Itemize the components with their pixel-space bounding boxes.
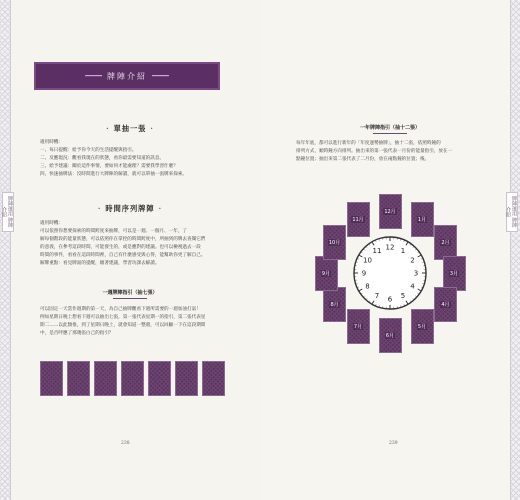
- section1-line: 三、給予建議：關於這件事情，要如何才能處理？需要我學習什麼？: [40, 164, 178, 169]
- clock-number: 7: [374, 292, 380, 301]
- month-card: [323, 287, 346, 322]
- right-page: [260, 0, 520, 500]
- month-card-label: 11月: [352, 216, 364, 223]
- month-card: [315, 256, 338, 291]
- clock-number: 3: [413, 269, 419, 278]
- banner-dash-right: ━━━━: [152, 72, 169, 80]
- month-card: [323, 225, 346, 260]
- left-page-edge-pattern: [0, 0, 11, 500]
- page-number-left: 238: [121, 441, 130, 446]
- section1-line: 二、反應現況：觀看我現在的狀態，看你最需要知道的訊息。: [40, 156, 165, 161]
- month-card: [411, 202, 434, 237]
- clock-number: 5: [400, 292, 406, 301]
- clock-face: [260, 0, 520, 500]
- clock-number: 6: [387, 295, 393, 304]
- month-card-label: 5月: [417, 324, 427, 331]
- month-card-label: 2月: [441, 239, 450, 246]
- month-card: [379, 194, 402, 229]
- month-card: [379, 318, 402, 353]
- tarot-card: [175, 361, 198, 396]
- section-time-series-title: · 時間序列牌陣 ·: [97, 204, 163, 213]
- section-single-draw-title: · 單抽一張 ·: [106, 124, 154, 133]
- month-card-label: 3月: [449, 270, 459, 277]
- yearly-spread-subtitle: 一年牌陣指引（抽十二張）: [300, 124, 480, 134]
- section1-body: [40, 139, 230, 179]
- yearly-line: 點鐘位置；抽出來第二張代表了二月份，放在兩點鐘的位置；後。: [296, 157, 430, 162]
- clock-number: 1: [400, 246, 406, 255]
- month-card: [434, 287, 457, 322]
- month-card-label: 9月: [321, 270, 331, 277]
- tarot-card: [121, 361, 144, 396]
- section2-line: 適用時機：: [40, 221, 63, 226]
- month-card-label: 12月: [384, 208, 396, 215]
- month-card-label: 4月: [441, 301, 450, 308]
- month-card: [434, 225, 457, 260]
- tarot-card: [40, 361, 63, 396]
- weekly-line: 例如星期日晚上想看下週可以抽出七張，第一張代表星期一的指引，第二張代表星: [40, 315, 206, 320]
- section1-title-text: 單抽一張: [113, 124, 147, 133]
- section1-line: 一、每日提醒：給予你今天的生活提醒與指引。: [40, 148, 137, 153]
- weekly-spread-subtitle: 一週牌陣指引（抽七張）: [40, 289, 220, 299]
- section2-line: 解牌重點：看見牌面的提醒，順著建議，學習功課去解讀。: [40, 261, 160, 266]
- weekly-line: 可以固定一天當作週期的第一天，為自己抽牌觀看下週所需要的一週加油打氣！: [40, 307, 201, 312]
- section2-line: 解每個階段的能量狀態，可以依照你在掌控的時間跨度中，所抽到的牌去查閱它們: [40, 237, 206, 242]
- weekly-spread-body: [40, 306, 232, 338]
- clock-number: 9: [361, 269, 367, 278]
- weekly-line: 中，是否呼應了那幾張白己的指引？: [40, 331, 114, 336]
- month-card: [411, 309, 434, 344]
- yearly-line: 排列方式，順時鐘方向排列。抽出來的第一張代表一月份的能量指引，放在一: [296, 149, 453, 154]
- clock-number: 12: [385, 243, 395, 252]
- section2-title-text: 時間序列牌陣: [105, 204, 155, 213]
- month-card-label: 7月: [353, 324, 363, 331]
- weekly-line: 期二……以此類推，到了星期日晚上，就會知道一整週，可以回顧一下在這段期間: [40, 323, 206, 328]
- banner-title: [34, 62, 220, 90]
- section2-line: 的意義，在參考這段時間，可能發生的，或是應對的建議。也可以檢視過去一段: [40, 245, 201, 250]
- page-number-right: 239: [389, 441, 398, 446]
- section1-line: 適用時機：: [40, 140, 63, 145]
- clock-number: 11: [372, 246, 382, 255]
- banner-dash-left: ━━━━: [85, 72, 102, 80]
- clock-number: 10: [363, 256, 372, 265]
- month-card-label: 8月: [330, 301, 339, 308]
- side-tab-right[interactable]: 牌陣運用 牌陣介紹: [506, 192, 518, 232]
- month-card: [347, 202, 370, 237]
- tarot-card: [94, 361, 117, 396]
- tarot-card: [67, 361, 90, 396]
- section2-body: [40, 220, 232, 268]
- month-card-label: 10月: [328, 239, 341, 246]
- side-tab-left[interactable]: 牌陣運用 牌陣介紹: [2, 192, 14, 232]
- section2-line: 可以依照你想要探索的時間跨度來抽牌，可以是一週、一個月、一年，了: [40, 229, 188, 234]
- month-card: [443, 256, 466, 291]
- banner-title-text: 牌陣介紹: [107, 71, 147, 81]
- month-card: [347, 309, 370, 344]
- clock-number: 4: [410, 282, 415, 291]
- tarot-card: [202, 361, 225, 396]
- month-card-label: 6月: [385, 332, 395, 339]
- section2-line: 時間的事件，看看在這段時間裡，自己有什麼感受與心得，能幫助你更了解自己。: [40, 253, 206, 258]
- clock-number: 2: [410, 256, 415, 265]
- section1-line: 四、快速抽牌法：沒時間進行大牌陣的解讀，就可以單抽一張牌來探索。: [40, 172, 188, 177]
- clock-number: 8: [365, 282, 370, 291]
- month-card-label: 1月: [417, 216, 427, 223]
- yearly-line: 每年年底，都可以進行新年的「年度運勢抽牌」，抽十二張，依照時鐘的: [296, 141, 441, 146]
- yearly-clock-spread: [260, 0, 520, 500]
- tarot-card: [148, 361, 171, 396]
